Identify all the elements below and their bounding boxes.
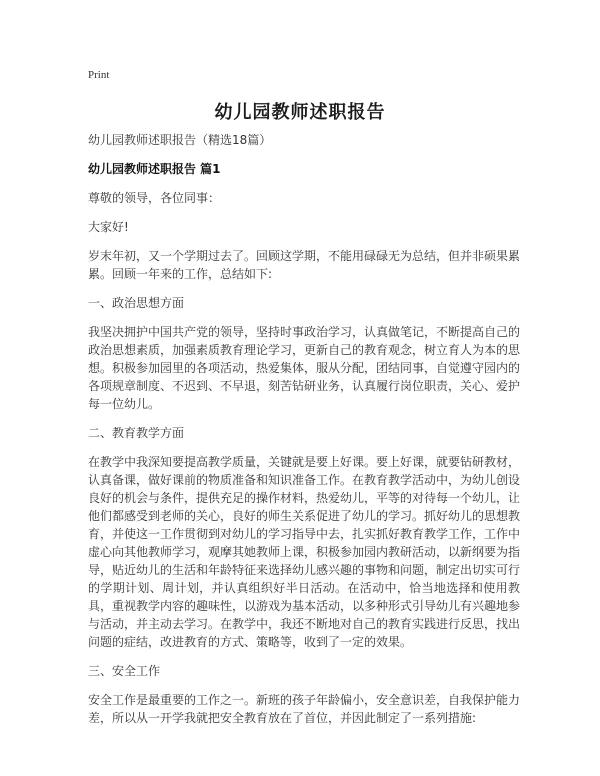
greeting: 尊敬的领导，各位同事： xyxy=(88,191,221,205)
print-link[interactable]: Print xyxy=(88,69,110,81)
intro-paragraph: 岁末年初，又一个学期过去了。回顾这学期，不能用碌碌无为总结，但并非硕果累累。回顾一年来的工作，总结如下: xyxy=(88,249,521,281)
hello: 大家好! xyxy=(88,220,129,234)
subtitle: 幼儿园教师述职报告（精选18篇） xyxy=(88,133,272,147)
section-title: 幼儿园教师述职报告 篇1 xyxy=(88,162,221,176)
paragraph-safety: 安全工作是最重要的工作之一。新班的孩子年龄偏小，安全意识差，自我保护能力差，所以从一开学我就把安全教育放在了首位，并因此制定了一系列措施: xyxy=(88,693,521,725)
paragraph-teaching: 在教学中我深知要提高教学质量，关键就是要上好课。要上好课，就要钻研教材，认真备课，做好课前的物质准备和知识准备工作。在教育教学活动中，为幼儿创设良好的机会与条件，提供充足的操作材料，热爱幼儿，平等的对待每一个幼儿，让他们都感受到老师的关心，良好的师生关系促进了幼儿的学习。抓好幼儿的思想教育，并使这一工作贯彻到对幼儿的学习指导中去，扎实抓好教育教学工作，工作中虚心向其他教师学习，观摩其她教师上课，积极参加园内教研活动，以新纲要为指导，贴近幼儿的生活和年龄特征来选择幼儿感兴趣的事物和问题，制定出切实可行的学期计划、周计划，并认真组织好半日活动。在活动中，恰当地选择和使用教具，重视教学内容的趣味性，以游戏为基本活动，以多种形式引导幼儿有兴趣地参与活动，并主动去学习。在教学中，我还不断地对自己的教育实践进行反思，找出问题的症结，改进教育的方式、策略等，收到了一定的效果。 xyxy=(88,455,521,649)
heading-safety: 三、安全工作 xyxy=(88,664,161,678)
heading-teaching: 二、教育教学方面 xyxy=(88,426,185,440)
page-title: 幼儿园教师述职报告 xyxy=(214,102,386,123)
paragraph-politics: 我坚决拥护中国共产党的领导，坚持时事政治学习，认真做笔记，不断提高自己的政治思想素质，加强素质教育理论学习，更新自己的教育观念，树立育人为本的思想。积极参加园里的各项活动，热爱集体，服从分配，团结同事，自觉遵守园内的各项规章制度、不迟到、不早退，刻苦钻研业务，认真履行岗位职责，关心、爱护每一位幼儿。 xyxy=(88,325,521,411)
article-body xyxy=(88,131,520,738)
heading-politics: 一、政治思想方面 xyxy=(88,296,185,310)
